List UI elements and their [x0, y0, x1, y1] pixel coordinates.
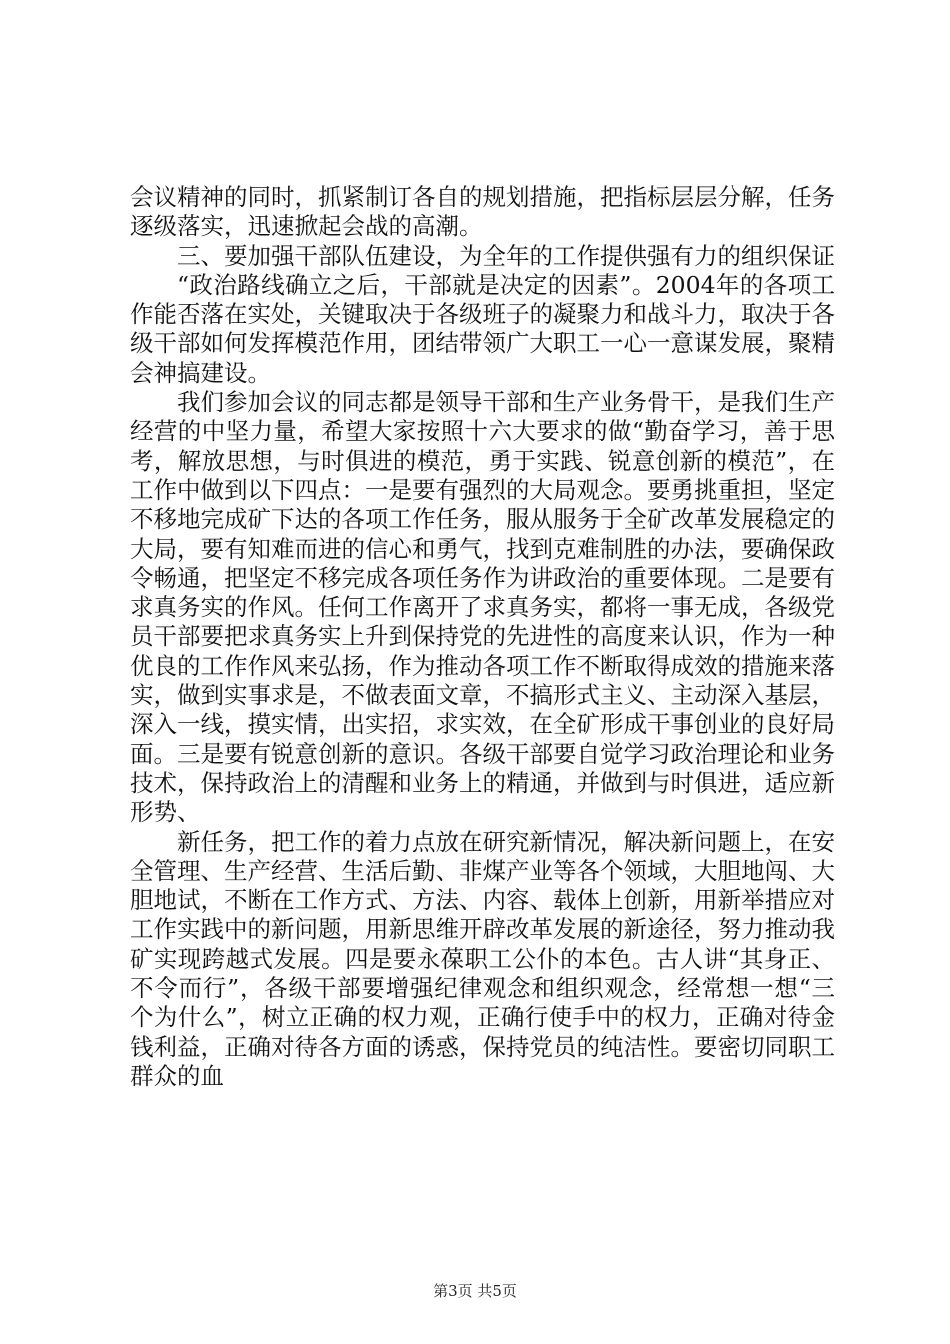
page-number-footer: 第3页 共5页 [433, 1282, 517, 1300]
paragraph: 我们参加会议的同志都是领导干部和生产业务骨干，是我们生产经营的中坚力量，希望大家按照十六大要求的做“勤奋学习，善于思考，解放思想，与时俱进的模范，勇于实践、锐意创新的模范”，在工作中做到以下四点：一是要有强烈的大局观念。要勇挑重担，坚定不移地完成矿下达的各项工作任务，服从服务于全矿改革发展稳定的大局，要有知难而进的信心和勇气，找到克难制胜的办法，要确保政令畅通，把坚定不移完成各项任务作为讲政治的重要体现。二是要有求真务实的作风。任何工作离开了求真务实，都将一事无成，各级党员干部要把求真务实上升到保持党的先进性的高度来认识，作为一种优良的工作作风来弘扬，作为推动各项工作不断取得成效的措施来落实，做到实事求是，不做表面文章，不搞形式主义、主动深入基层，深入一线，摸实情，出实招，求实效，在全矿形成干事创业的良好局面。三是要有锐意创新的意识。各级干部要自觉学习政治理论和业务技术，保持政治上的清醒和业务上的精通，并做到与时俱进，适应新形势、 [130, 388, 835, 827]
document-body [130, 183, 835, 1091]
paragraph: 会议精神的同时，抓紧制订各自的规划措施，把指标层层分解，任务逐级落实，迅速掀起会战的高潮。 [130, 183, 835, 241]
paragraph: 新任务，把工作的着力点放在研究新情况，解决新问题上，在安全管理、生产经营、生活后勤、非煤产业等各个领域，大胆地闯、大胆地试，不断在工作方式、方法、内容、载体上创新，用新举措应对工作实践中的新问题，用新思维开辟改革发展的新途径，努力推动我矿实现跨越式发展。四是要永葆职工公仆的本色。古人讲“其身正、不令而行”，各级干部要增强纪律观念和组织观念，经常想一想“三个为什么”，树立正确的权力观，正确行使手中的权力，正确对待金钱利益，正确对待各方面的诱惑，保持党员的纯洁性。要密切同职工群众的血 [130, 827, 835, 1090]
paragraph: “政治路线确立之后，干部就是决定的因素”。2004年的各项工作能否落在实处，关键取决于各级班子的凝聚力和战斗力，取决于各级干部如何发挥模范作用，团结带领广大职工一心一意谋发展，聚精会神搞建设。 [130, 270, 835, 387]
section-heading: 三、要加强干部队伍建设，为全年的工作提供强有力的组织保证 [177, 241, 835, 270]
